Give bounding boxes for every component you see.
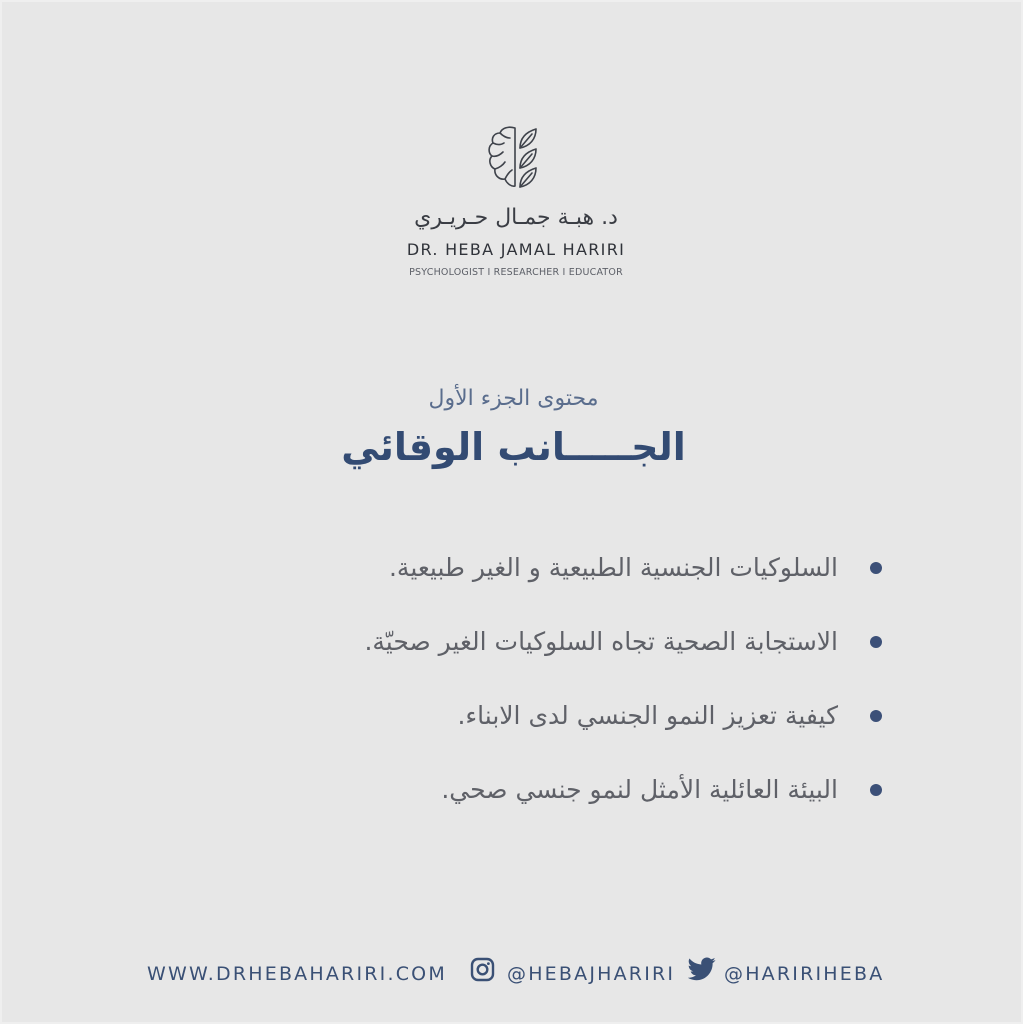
logo-name-english: DR. HEBA JAMAL HARIRI	[406, 240, 626, 259]
twitter-icon[interactable]	[688, 957, 716, 981]
twitter-handle[interactable]: @HARIRIHEBA	[724, 963, 885, 985]
list-item-text: الاستجابة الصحية تجاه السلوكيات الغير صحيّة.	[364, 627, 838, 656]
logo-name-arabic: د. هبـة جمـال حـريـري	[414, 205, 618, 230]
list-item	[252, 764, 882, 838]
website-link[interactable]: WWW.DRHEBAHARIRI.COM	[147, 963, 447, 985]
list-item	[252, 542, 882, 616]
brain-leaves-icon	[484, 124, 546, 192]
list-item	[252, 616, 882, 690]
list-item-text: السلوكيات الجنسية الطبيعية و الغير طبيعية.	[388, 553, 838, 582]
bullet-dot-icon	[870, 562, 882, 574]
list-item	[252, 690, 882, 764]
list-item-text: كيفية تعزيز النمو الجنسي لدى الابناء.	[457, 701, 838, 730]
instagram-handle[interactable]: @HEBAJHARIRI	[507, 963, 676, 985]
list-item-text: البيئة العائلية الأمثل لنمو جنسي صحي.	[441, 775, 838, 804]
bullet-dot-icon	[870, 710, 882, 722]
footer	[147, 957, 887, 991]
page-title: الجـــــانب الوقائي	[341, 425, 686, 469]
bullet-dot-icon	[870, 784, 882, 796]
bullet-dot-icon	[870, 636, 882, 648]
section-subtitle: محتوى الجزء الأول	[428, 386, 599, 411]
topic-list	[252, 542, 882, 838]
logo-tagline: PSYCHOLOGIST I RESEARCHER I EDUCATOR	[409, 267, 623, 278]
instagram-icon[interactable]	[470, 957, 495, 982]
